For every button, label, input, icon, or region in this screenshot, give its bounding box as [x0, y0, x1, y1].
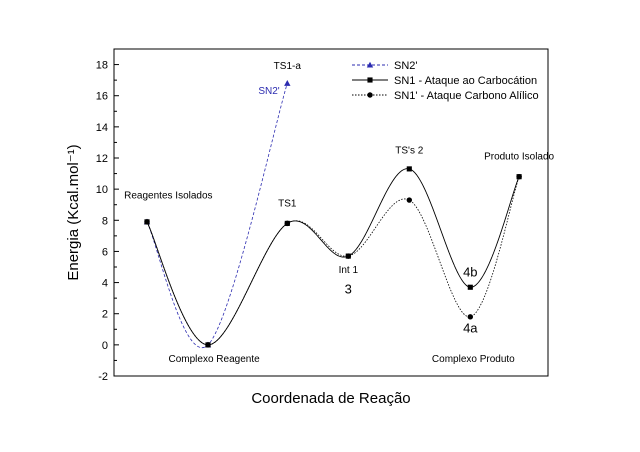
annotation-label: TS1-a: [273, 61, 301, 73]
data-point: [468, 314, 473, 319]
annotation-label: Reagentes Isolados: [124, 190, 213, 202]
legend-label: SN2': [394, 60, 418, 72]
series-curves: [147, 83, 519, 347]
annotation-label: TS's 2: [395, 145, 424, 157]
legend: [352, 60, 539, 102]
y-tick-label: 2: [101, 308, 108, 321]
annotation-label: 4a: [463, 320, 478, 336]
legend-marker: [367, 77, 372, 82]
legend-marker: [367, 92, 372, 97]
data-point: [516, 174, 521, 179]
legend-label: SN1 - Ataque ao Carbocátion: [394, 75, 538, 87]
annotation-label: 3: [344, 281, 352, 297]
y-tick-label: -2: [98, 371, 108, 383]
annotation-label: Produto Isolado: [484, 151, 555, 163]
annotation-label: Complexo Reagente: [168, 353, 260, 365]
data-point: [346, 253, 351, 258]
y-tick-label: 6: [101, 246, 108, 259]
data-point: [284, 80, 290, 86]
annotation-label: 4b: [463, 264, 478, 280]
legend-label: SN1' - Ataque Carbono Alílico: [394, 90, 539, 102]
data-point: [407, 197, 412, 202]
data-point: [144, 219, 149, 224]
y-tick-label: 8: [101, 215, 108, 228]
y-tick-label: 18: [95, 59, 108, 72]
series-line: [147, 83, 287, 347]
y-axis-title: Energia (Kcal.mol⁻¹): [65, 144, 82, 281]
annotation-label: TS1: [278, 198, 297, 210]
y-tick-label: 4: [101, 277, 108, 290]
data-point: [468, 285, 473, 290]
data-point: [285, 221, 290, 226]
y-tick-label: 14: [95, 121, 108, 134]
series-markers: [144, 80, 522, 348]
annotation-label: Int 1: [338, 265, 359, 277]
x-axis-title: Coordenada de Reação: [251, 390, 411, 407]
annotations: [124, 61, 554, 365]
data-point: [407, 166, 412, 171]
data-point: [205, 342, 210, 347]
y-tick-label: 12: [95, 153, 108, 165]
y-tick-label: 10: [95, 184, 108, 197]
annotation-label: Complexo Produto: [431, 353, 515, 365]
annotation-label: SN2': [258, 86, 280, 98]
y-tick-label: 16: [95, 90, 108, 103]
y-tick-label: 0: [101, 339, 108, 352]
